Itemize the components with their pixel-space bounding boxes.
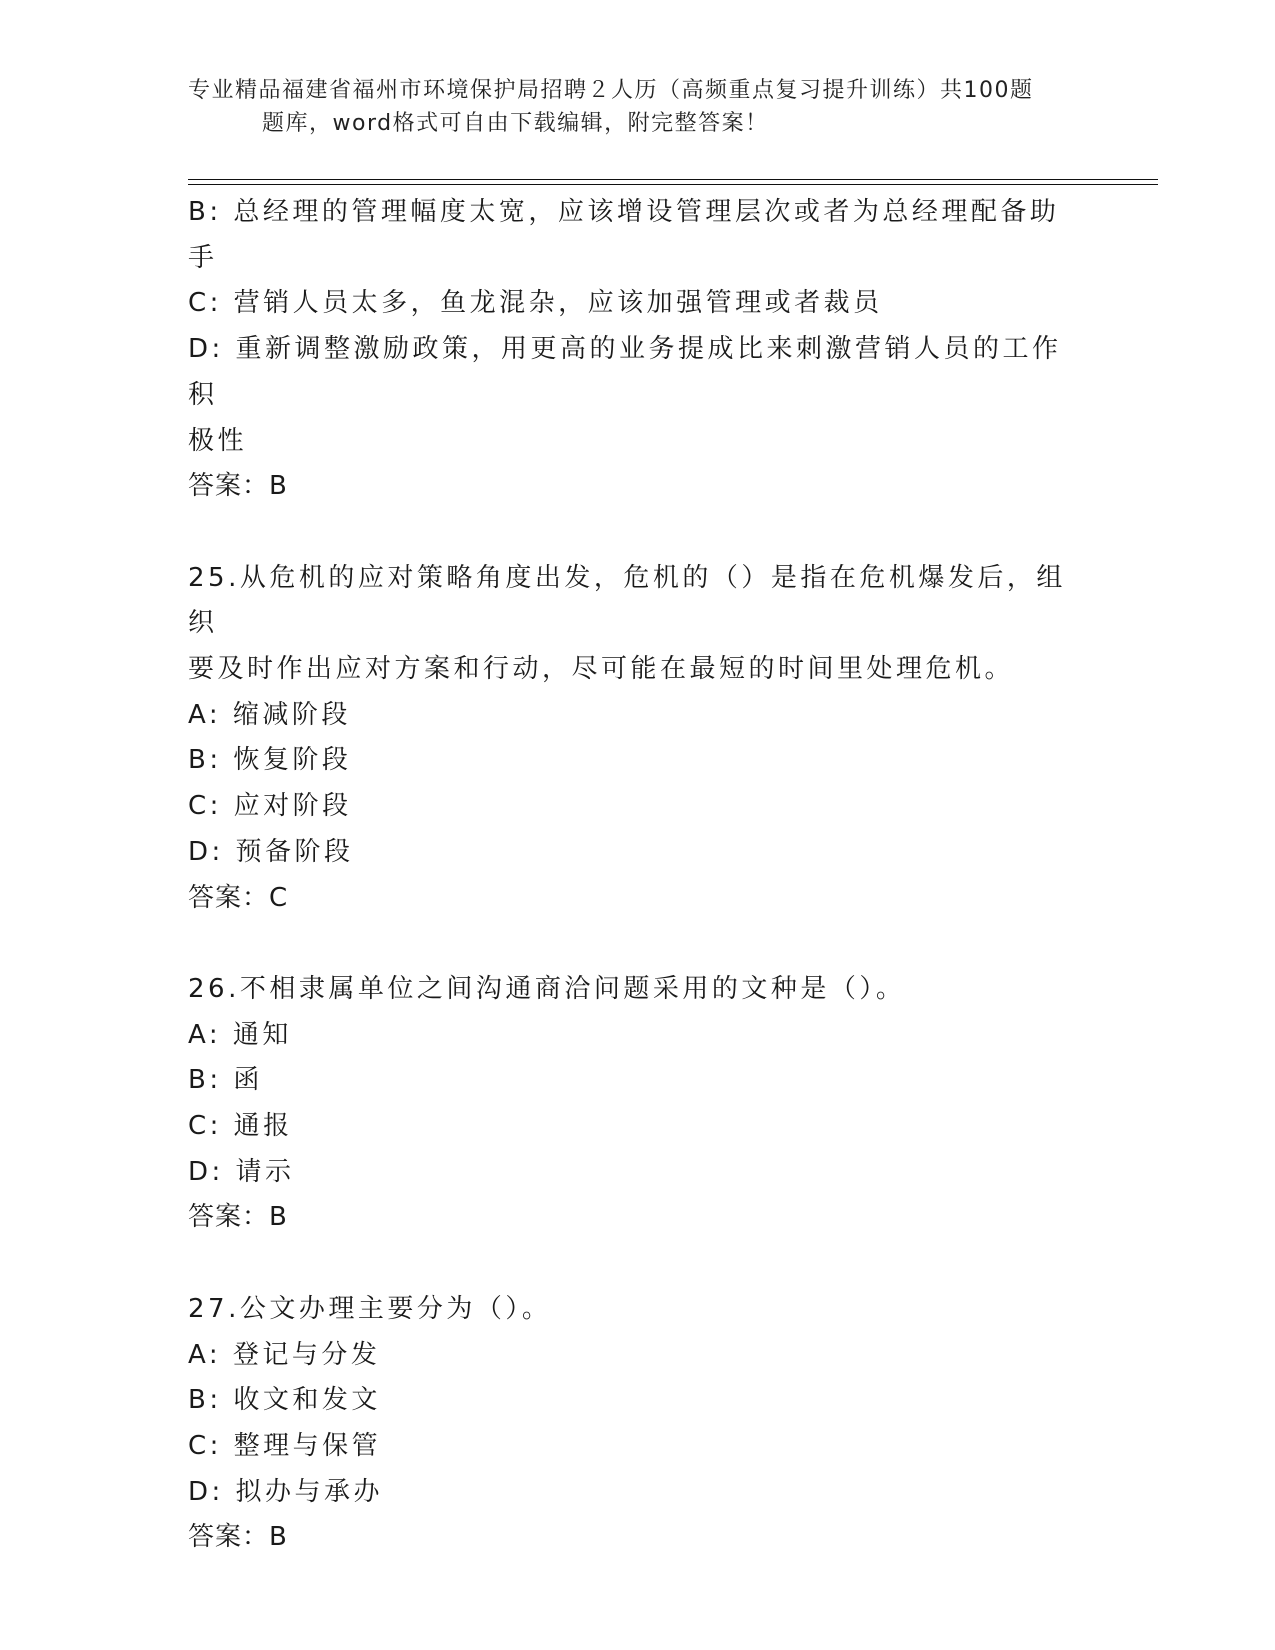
question-24-continuation [188,190,1088,510]
option-d: D: 拟办与承办 [188,1476,384,1507]
option-a: A: 登记与分发 [188,1339,381,1370]
option-c: C: 营销人员太多，鱼龙混杂，应该加强管理或者裁员 [188,288,883,319]
question-stem-continued: 要及时作出应对方案和行动，尽可能在最短的时间里处理危机。 [188,654,1015,685]
option-d: D: 预备阶段 [188,836,354,867]
option-d: D: 重新调整激励政策，用更高的业务提成比来刺激营销人员的工作积 [188,334,1062,410]
answer-line: 答案：C [188,882,289,913]
option-a: A: 通知 [188,1019,292,1050]
header-divider-top [188,179,1158,180]
option-b: B: 收文和发文 [188,1385,381,1416]
question-26 [188,967,1088,1241]
answer-line: 答案：B [188,1202,288,1233]
option-c: C: 通报 [188,1111,293,1142]
option-d-continued: 极性 [188,425,248,456]
question-25 [188,556,1088,922]
question-27 [188,1287,1088,1561]
header-divider-bottom [188,184,1158,185]
spacer [188,510,1088,556]
option-c: C: 应对阶段 [188,791,352,822]
question-stem: 26.不相隶属单位之间沟通商洽问题采用的文种是（）。 [188,973,906,1004]
option-b: B: 函 [188,1065,263,1096]
option-d: D: 请示 [188,1156,295,1187]
header-title-line-2: 题库，word格式可自由下载编辑，附完整答案！ [262,111,769,136]
option-b: B: 恢复阶段 [188,745,352,776]
document-header [188,74,1088,140]
spacer [188,921,1088,967]
document-body [188,190,1088,1561]
option-b: B: 总经理的管理幅度太宽，应该增设管理层次或者为总经理配备助手 [188,197,1060,273]
header-title-line-1: 专业精品福建省福州市环境保护局招聘２人历（高频重点复习提升训练）共100题 [188,78,1034,103]
option-c: C: 整理与保管 [188,1430,382,1461]
answer-line: 答案：B [188,471,288,502]
question-stem: 25.从危机的应对策略角度出发，危机的（）是指在危机爆发后，组织 [188,562,1066,639]
question-stem: 27.公文办理主要分为（）。 [188,1293,552,1324]
option-a: A: 缩减阶段 [188,699,351,730]
answer-line: 答案：B [188,1522,288,1553]
spacer [188,1241,1088,1287]
